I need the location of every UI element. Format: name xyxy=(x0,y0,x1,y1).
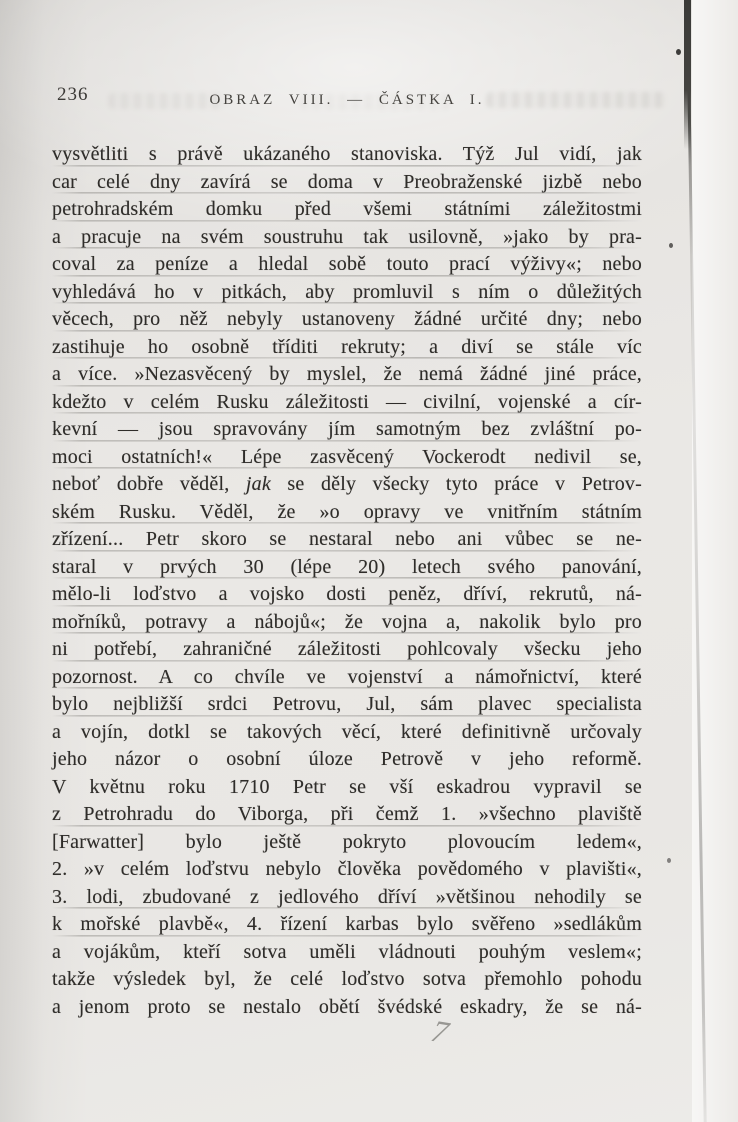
text-line: a vojín, dotkl se takových věcí, které definitivně určovaly xyxy=(52,720,642,743)
text-line: ském Rusku. Věděl, že »o opravy ve vnitřním státním xyxy=(52,499,642,527)
text-line: petrohradském domku před všemi státními záležitostmi xyxy=(52,196,642,224)
text-line: vysvětliti s právě ukázaného stanoviska. Týž Jul vidí, jak xyxy=(52,141,642,169)
text-line: 3. lodi, zbudované z jedlového dříví »většinou nehodily se xyxy=(52,884,642,912)
text-line: staral v prvých 30 (lépe 20) letech svého panování, xyxy=(52,554,642,582)
edge-speck xyxy=(676,49,681,55)
text-line: takže výsledek byl, že celé loďstvo sotva přemohlo pohodu xyxy=(52,968,642,990)
text-line: a pracuje na svém soustruhu tak usilovně, »jako by pra- xyxy=(52,224,642,252)
text-line: neboť dobře věděl, jak se děly všecky tyto práce v Petrov- xyxy=(52,473,642,495)
ink-bleed-smudge xyxy=(108,93,226,109)
adjacent-page-edge xyxy=(692,0,738,1122)
text-line: a jenom proto se nestalo obětí švédské eskadry, že se ná- xyxy=(52,995,642,1018)
text-line: bylo nejbližší srdci Petrovu, Jul, sám plavec specialista xyxy=(52,691,642,719)
text-line: a více. »Nezasvěcený by myslel, že nemá žádné jiné práce, xyxy=(52,361,642,389)
page-edge-dark-top xyxy=(684,0,691,150)
text-line: jeho názor o osobní úloze Petrově v jeho reformě. xyxy=(52,748,642,770)
ink-bleed-smudge xyxy=(486,92,666,108)
text-line: k mořské plavbě«, 4. řízení karbas bylo svěřeno »sedlákům xyxy=(52,911,642,939)
text-line: moci ostatních!« Lépe zasvěcený Vockerodt nedivil se, xyxy=(52,444,642,472)
text-line: zřízení... Petr skoro se nestaral nebo ani vůbec se ne- xyxy=(52,526,642,554)
text-line: coval za peníze a hledal sobě touto prací výživy«; nebo xyxy=(52,251,642,279)
text-line: V květnu roku 1710 Petr se vší eskadrou vypravil se xyxy=(52,775,642,798)
text-line: mořníků, potravy a nábojů«; že vojna a, nakolik bylo pro xyxy=(52,609,642,637)
edge-speck xyxy=(667,858,671,863)
text-line: car celé dny zavírá se doma v Preobraženské jizbě nebo xyxy=(52,169,642,197)
page-number: 236 xyxy=(57,84,89,105)
text-line: a vojákům, kteří sotva uměli vládnouti pouhým veslem«; xyxy=(52,940,642,963)
edge-speck xyxy=(669,243,673,248)
body-text-block xyxy=(52,141,642,1021)
running-header: OBRAZ VIII. — ČÁSTKA I. xyxy=(209,92,485,108)
text-line: 2. »v celém loďstvu nebylo člověka povědomého v plavišti«, xyxy=(52,858,642,880)
text-line: z Petrohradu do Viborga, při čemž 1. »všechno plaviště xyxy=(52,801,642,829)
text-line: zastihuje ho osobně tříditi rekruty; a diví se stále víc xyxy=(52,334,642,362)
text-line: vyhledává ho v pitkách, aby promluvil s ním o důležitých xyxy=(52,279,642,307)
text-line: věcech, pro něž nebyly ustanoveny žádné určité dny; nebo xyxy=(52,306,642,334)
text-line: kdežto v celém Rusku záležitosti — civilní, vojenské a cír- xyxy=(52,389,642,417)
ink-bleed-smudge xyxy=(300,94,450,110)
text-line: [Farwatter] bylo ještě pokryto plovoucím ledem«, xyxy=(52,830,642,853)
handwritten-pencil-mark: 7 xyxy=(427,1013,453,1050)
text-line: kevní — jsou spravovány jím samotným bez zvláštní po- xyxy=(52,416,642,444)
text-line: mělo-li loďstvo a vojsko dosti peněz, dříví, rekrutů, ná- xyxy=(52,581,642,609)
text-line: ni potřebí, zahraničné záležitosti pohlcovaly všecku jeho xyxy=(52,636,642,664)
text-line: pozornost. A co chvíle ve vojenství a námořnictví, které xyxy=(52,664,642,692)
